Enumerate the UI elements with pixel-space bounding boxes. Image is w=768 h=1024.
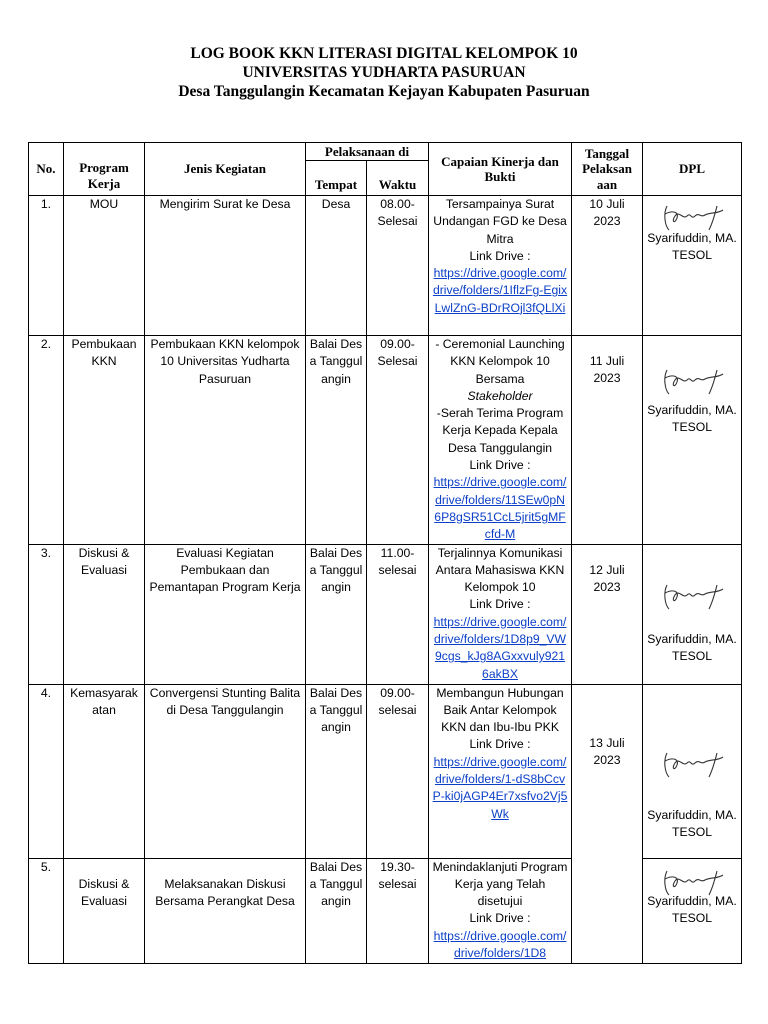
dpl-name: Syarifuddin, MA. TESOL	[647, 631, 737, 663]
capaian-text: Terjalinnya Komunikasi Antara Mahasiswa KKN Kelompok 10	[435, 545, 565, 595]
capaian-text: Tersampainya Surat Undangan FGD ke Desa Mitra	[433, 197, 567, 246]
program-text: Kemasyarakatan	[70, 685, 138, 717]
row-program	[64, 684, 145, 858]
row-no: 3.	[29, 544, 64, 684]
dpl-name: Syarifuddin, MA. TESOL	[647, 403, 737, 435]
row-tempat	[306, 336, 367, 545]
header-tanggal: Tanggal Pelaksan aan	[572, 143, 643, 196]
tempat-text: Balai Desa Tanggulangin	[309, 859, 363, 909]
row-capaian	[429, 858, 572, 963]
title-line-2: UNIVERSITAS YUDHARTA PASURUAN	[242, 64, 526, 81]
dpl-name: Syarifuddin, MA. TESOL	[647, 807, 737, 839]
drive-link[interactable]: https://drive.google.com/drive/folders/1D8	[433, 928, 567, 961]
jenis-text: Melaksanakan Diskusi Bersama Perangkat Desa	[155, 876, 295, 908]
signature-image	[657, 749, 729, 781]
tempat-text: Balai Desa Tanggulangin	[309, 545, 363, 595]
header-program: Program Kerja	[64, 143, 145, 196]
row-tempat	[306, 858, 367, 963]
row-jenis: Evaluasi Kegiatan Pembukaan dan Pemantapan Program Kerja	[145, 544, 306, 684]
header-capaian: Capaian Kinerja dan Bukti	[429, 143, 572, 196]
row-jenis: Mengirim Surat ke Desa	[145, 196, 306, 336]
row-program: Pembukaan KKN	[64, 336, 145, 545]
row-waktu: 19.30-selesai	[367, 858, 429, 963]
link-label: Link Drive :	[469, 737, 531, 752]
row-waktu: 09.00-Selesai	[367, 336, 429, 545]
row-no: 4.	[29, 684, 64, 858]
tanggal-text: 13 Juli 2023	[589, 735, 625, 767]
title-line-1: LOG BOOK KKN LITERASI DIGITAL KELOMPOK 10	[190, 45, 578, 62]
table-row	[29, 196, 742, 336]
dpl-name: Syarifuddin, MA. TESOL	[647, 893, 737, 925]
capaian-text-2: -Serah Terima Program Kerja Kepada Kepala Desa Tanggulangin	[436, 406, 564, 455]
row-program: MOU	[64, 196, 145, 336]
header-waktu: Waktu	[367, 161, 429, 196]
header-pelaksanaan: Pelaksanaan di	[306, 143, 429, 161]
link-label: Link Drive :	[469, 248, 531, 263]
row-dpl	[643, 858, 742, 963]
row-dpl	[643, 684, 742, 858]
dpl-name: Syarifuddin, MA. TESOL	[647, 231, 737, 263]
table-row	[29, 684, 742, 858]
link-label: Link Drive :	[469, 597, 531, 612]
drive-link[interactable]: https://drive.google.com/drive/folders/1IflzFg-EgixLwlZnG-BDrROjl3fQLlXi	[432, 266, 568, 315]
header-tempat: Tempat	[306, 161, 367, 196]
capaian-text: Membangun Hubungan Baik Antar Kelompok KKN dan Ibu-Ibu PKK	[436, 685, 564, 735]
link-label: Link Drive :	[469, 911, 531, 926]
document-header	[0, 44, 768, 101]
capaian-stakeholder: Stakeholder	[467, 388, 533, 403]
header-dpl: DPL	[643, 143, 742, 196]
table-row	[29, 336, 742, 545]
row-capaian	[429, 196, 572, 336]
program-text: Diskusi & Evaluasi	[78, 876, 130, 908]
row-tanggal: 10 Juli 2023	[572, 196, 643, 336]
row-capaian	[429, 544, 572, 684]
signature-image	[657, 366, 729, 398]
row-no: 1.	[29, 196, 64, 336]
table-row	[29, 544, 742, 684]
drive-link[interactable]: https://drive.google.com/drive/folders/11SEw0pN6P8gSR51CcL5jrit5gMFcfd-M	[433, 475, 567, 542]
tempat-text: Balai Desa Tanggulangin	[309, 685, 363, 735]
row-capaian	[429, 336, 572, 545]
row-program: Diskusi & Evaluasi	[64, 544, 145, 684]
drive-link[interactable]: https://drive.google.com/drive/folders/1D8p9_VW9cgs_kJg8AGxxvuly9216akBX	[433, 614, 567, 681]
row-jenis: Convergensi Stunting Balita di Desa Tanggulangin	[145, 684, 306, 858]
header-no: No.	[29, 143, 64, 196]
row-no: 5.	[29, 858, 64, 963]
row-tanggal	[572, 544, 643, 684]
row-dpl	[643, 336, 742, 545]
row-tanggal	[572, 336, 643, 545]
log-table	[28, 142, 742, 964]
row-waktu: 08.00-Selesai	[367, 196, 429, 336]
row-tanggal	[572, 684, 643, 963]
header-jenis: Jenis Kegiatan	[145, 143, 306, 196]
link-label: Link Drive :	[469, 458, 531, 473]
signature-image	[657, 581, 729, 613]
tempat-text: Balai Desa Tanggulangin	[309, 337, 363, 386]
tanggal-text: 12 Juli 2023	[589, 562, 625, 594]
capaian-text: - Ceremonial Launching KKN Kelompok 10 Bersama	[435, 337, 565, 386]
row-tempat	[306, 684, 367, 858]
row-jenis: Pembukaan KKN kelompok 10 Universitas Yudharta Pasuruan	[145, 336, 306, 545]
row-tempat	[306, 544, 367, 684]
drive-link[interactable]: https://drive.google.com/drive/folders/1-dS8bCcvP-ki0jAGP4Er7xsfvo2Vj5Wk	[432, 754, 568, 821]
row-waktu: 09.00-selesai	[367, 684, 429, 858]
row-jenis	[145, 858, 306, 963]
tanggal-text: 11 Juli 2023	[589, 354, 625, 386]
row-no: 2.	[29, 336, 64, 545]
title-line-3: Desa Tanggulangin Kecamatan Kejayan Kabupaten Pasuruan	[178, 83, 590, 100]
row-capaian	[429, 684, 572, 858]
row-dpl	[643, 544, 742, 684]
row-waktu: 11.00-selesai	[367, 544, 429, 684]
row-tempat: Desa	[306, 196, 367, 336]
row-dpl	[643, 196, 742, 336]
capaian-text: Menindaklanjuti Program Kerja yang Telah disetujui	[432, 859, 568, 909]
row-program	[64, 858, 145, 963]
